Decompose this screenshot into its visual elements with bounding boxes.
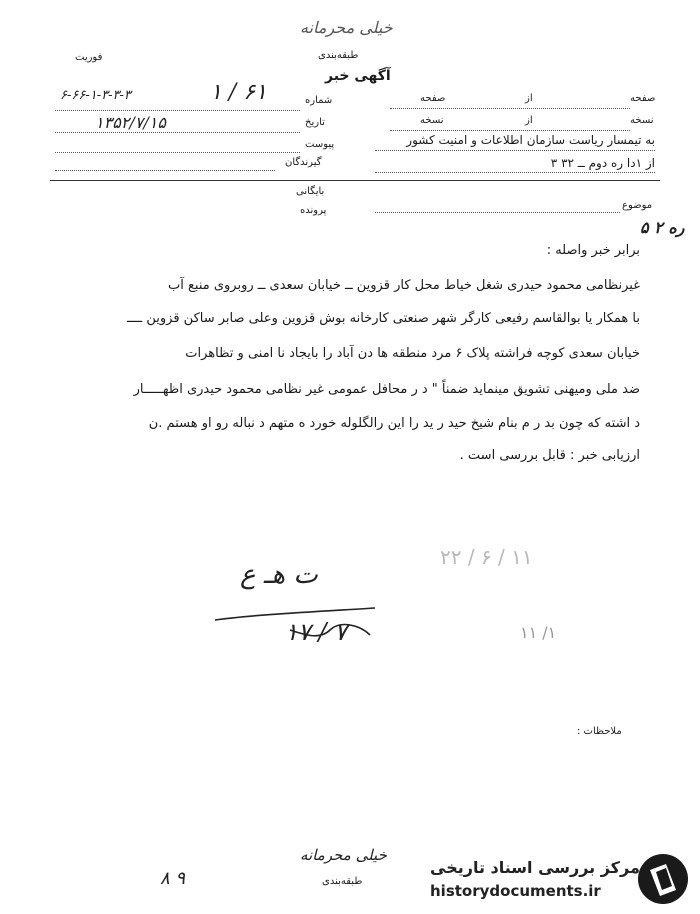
bottom-stamp: خیلی محرمانه <box>300 846 387 864</box>
form-title: آگهی خبر <box>325 68 391 84</box>
body-line-6: د اشته که چون بد ر م بنام شیخ حید ر ید را این رالگلوله خورد ه متهم د نباله رو او هستم .ن <box>148 416 640 431</box>
page-label-1: صفحه <box>630 93 656 104</box>
page-label-1b: صفحه <box>420 93 446 104</box>
addressee: به تیمسار ریاست سازمان اطلاعات و امنیت کشور <box>406 133 655 147</box>
number-slash: ۱ / ۶۱ <box>210 80 267 105</box>
from-label-2: از <box>525 115 533 126</box>
attachment-label: پیوست <box>305 139 335 150</box>
faded-date: ۱۱ /۱ <box>520 623 557 642</box>
bottom-classification-label: طبقه‌بندی <box>322 876 363 887</box>
watermark-url: historydocuments.ir <box>430 882 601 900</box>
initial-mark: ۱۷ / ۷ <box>285 618 348 646</box>
top-stamp: خیلی محرمانه <box>300 18 393 37</box>
body-line-7: ارزیابی خبر : قابل بررسی است . <box>459 448 640 463</box>
archive-label: بایگانی <box>296 186 325 197</box>
notes-label: ملاحظات : <box>577 726 622 737</box>
classification-label: طبقه‌بندی <box>318 50 359 61</box>
page-mark: ۸ ۹ <box>160 868 186 889</box>
recipients-label: گیرندگان <box>285 157 322 168</box>
body-line-4: خیابان سعدی کوچه فراشته پلاک ۶ مرد منطقه ها دن آباد را بایجاد نا امنی و تظاهرات <box>185 346 640 361</box>
number-label: شماره <box>305 95 333 106</box>
number-value: ۶-۶۶-۱-۳-۳-۳ <box>60 88 131 103</box>
body-line-3: با همکار یا بوالقاسم رفیعی کارگر شهر صنعتی کارخانه بوش قزوین وعلی صابر ساکن قزوین ــــ <box>127 311 640 326</box>
signature: ت هـ ع <box>240 560 318 590</box>
date-value: ۱۳۵۲/۷/۱۵ <box>95 113 166 132</box>
from-label-1: از <box>525 93 533 104</box>
subject-label: موضوع <box>622 200 653 211</box>
watermark-text-fa: مرکز بررسی اسناد تاریخی <box>430 858 640 877</box>
body-line-5: ضد ملی ومیهنی تشویق مینماید ضمناً " د ر محافل عمومی غیر نظامی محمود حیدری اظهـــــار <box>133 382 640 397</box>
copy-label-1b: نسخه <box>420 115 444 126</box>
body-line-2: غیرنظامی محمود حیدری شغل خیاط محل کار قزوین ــ خیابان سعدی ــ روبروی منبع آب <box>168 278 640 293</box>
watermark-logo-icon <box>636 852 690 906</box>
date-label: تاریخ <box>305 117 325 128</box>
file-label: پرونده <box>300 205 327 216</box>
copy-label-1: نسخه <box>630 115 654 126</box>
faded-stamp: ۲۲ / ۶ / ۱۱ <box>440 545 533 569</box>
urgency-label: فوریت <box>75 52 103 63</box>
body-line-1: برابر خبر واصله : <box>546 243 640 258</box>
margin-number: ۵ ۲ ره <box>640 218 685 237</box>
from-line: از ۱دا ره دوم ــ ۳۲ ۳ <box>550 156 655 170</box>
